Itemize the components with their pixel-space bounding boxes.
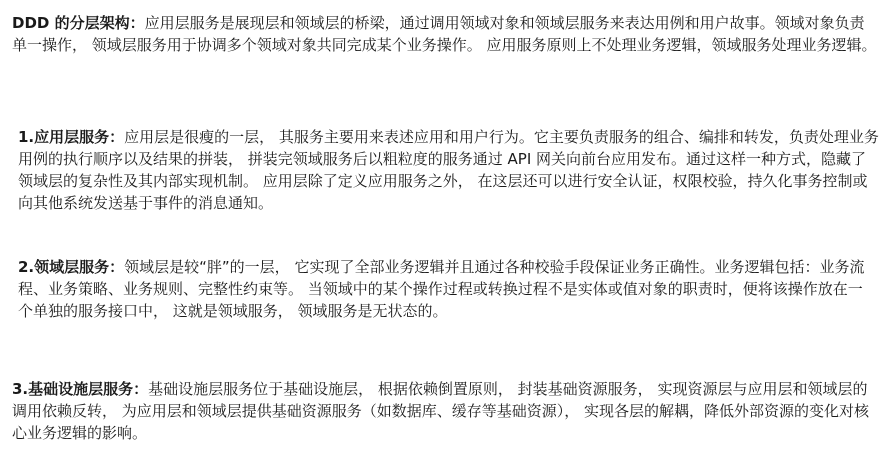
- application-layer-body: 应用层是很瘦的一层， 其服务主要用来表述应用和用户行为。它主要负责服务的组合、编排和转发，负责处理业务用例的执行顺序以及结果的拼装， 拼装完领域服务后以粗粒度的服务通过 API 网关向前台应用发布。通过这样一种方式，隐藏了领域层的复杂性及其内部实现机制。 应用层除了定义应用服务之外， 在这层还可以进行安全认证，权限校验，持久化事务控制或向其他系统发送基于事件的消息通知。: [18, 128, 879, 212]
- intro-paragraph: [12, 12, 878, 56]
- application-layer-paragraph: [18, 126, 880, 214]
- domain-layer-body: 领域层是较“胖”的一层， 它实现了全部业务逻辑并且通过各种校验手段保证业务正确性。业务逻辑包括：业务流程、业务策略、业务规则、完整性约束等。 当领域中的某个操作过程或转换过程不是实体或值对象的职责时，便将该操作放在一个单独的服务接口中， 这就是领域服务， 领域服务是无状态的。: [18, 258, 865, 320]
- domain-layer-paragraph: [18, 256, 876, 322]
- application-layer-heading: 1.应用层服务：: [18, 128, 125, 146]
- infrastructure-layer-paragraph: [12, 378, 878, 444]
- infrastructure-layer-heading: 3.基础设施层服务：: [12, 380, 149, 398]
- infrastructure-layer-body: 基础设施层服务位于基础设施层， 根据依赖倒置原则， 封装基础资源服务， 实现资源层与应用层和领域层的调用依赖反转， 为应用层和领域层提供基础资源服务（如数据库、缓存等基础资源）， 实现各层的解耦，降低外部资源的变化对核心业务逻辑的影响。: [12, 380, 870, 442]
- intro-body: 应用层服务是展现层和领域层的桥梁，通过调用领域对象和领域层服务来表达用例和用户故事。领域对象负责单一操作， 领域层服务用于协调多个领域对象共同完成某个业务操作。 应用服务原则上不处理业务逻辑，领域服务处理业务逻辑。: [12, 14, 877, 54]
- domain-layer-heading: 2.领域层服务：: [18, 258, 125, 276]
- intro-heading: DDD 的分层架构：: [12, 14, 145, 32]
